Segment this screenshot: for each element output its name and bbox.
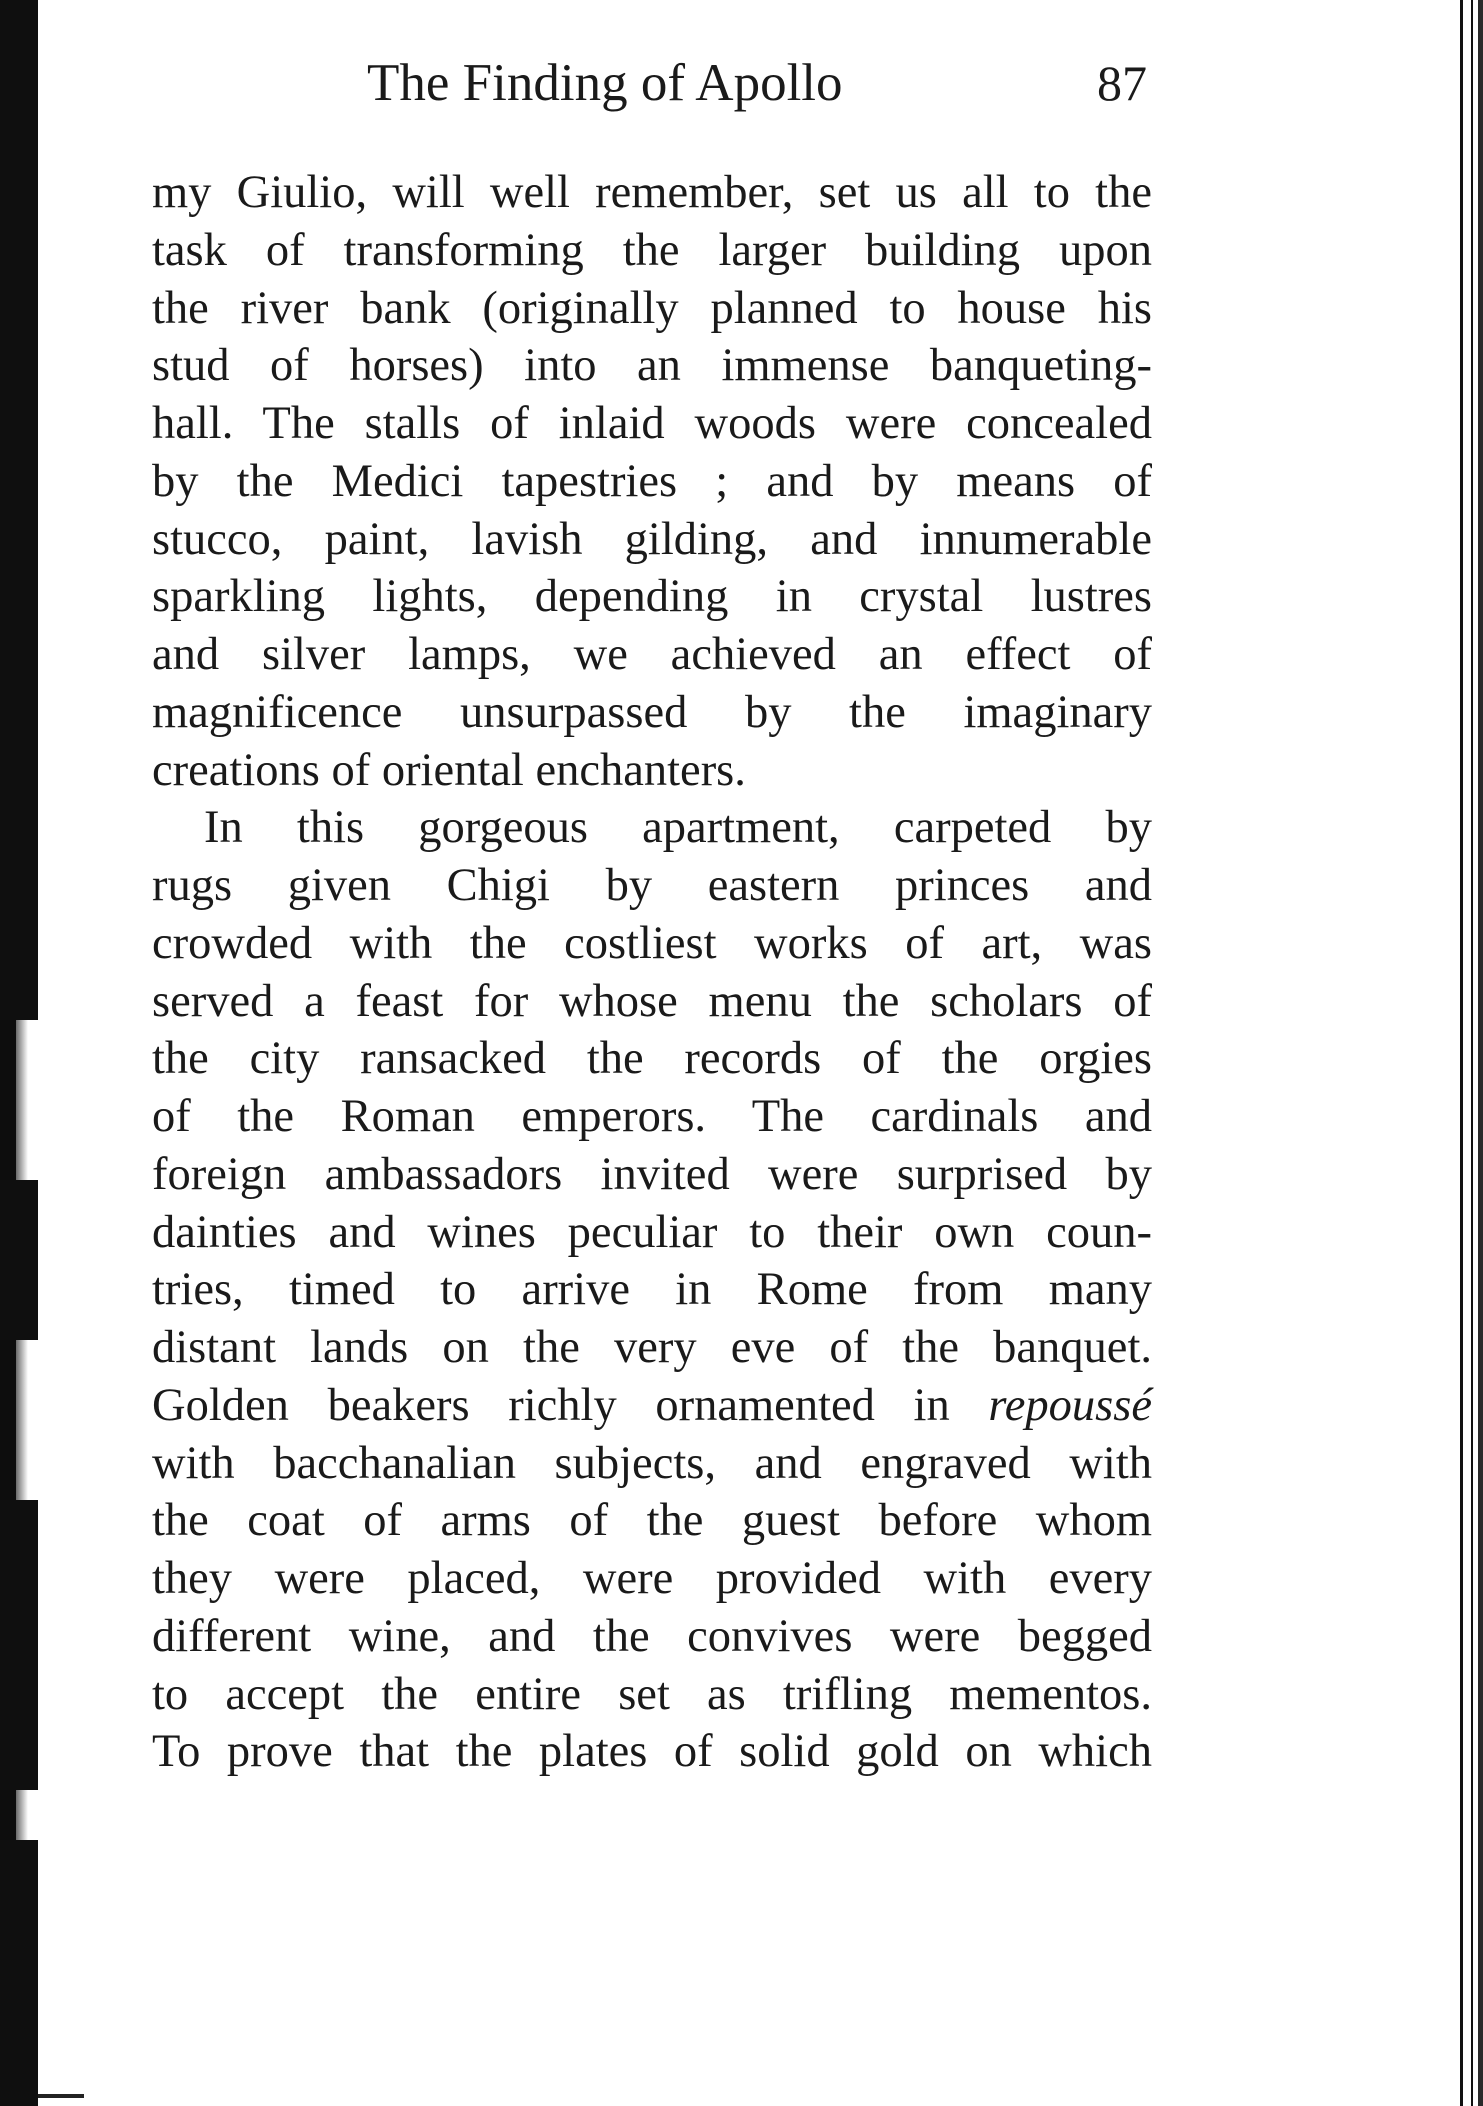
text-line: crowded with the costliest works of art, was	[152, 917, 1152, 969]
text-line: stucco, paint, lavish gilding, and innumerable	[152, 513, 1152, 565]
text-line: rugs given Chigi by eastern princes and	[152, 860, 1152, 911]
text-line: the coat of arms of the guest before whom	[152, 1495, 1152, 1547]
text-segment: Golden beakers richly ornamented in	[152, 1379, 989, 1431]
page-edge-line	[1471, 0, 1473, 2106]
binding-shadow-band	[0, 1180, 38, 1340]
text-line: distant lands on the very eve of the banquet.	[152, 1322, 1152, 1373]
text-line: hall. The stalls of inlaid woods were concealed	[152, 398, 1152, 449]
page-header	[155, 48, 1155, 118]
text-line: and silver lamps, we achieved an effect of	[152, 629, 1152, 680]
text-line: In this gorgeous apartment, carpeted by	[204, 802, 1152, 854]
page-edge-line	[1478, 0, 1483, 2106]
page-number: 87	[1097, 55, 1147, 111]
text-line: different wine, and the convives were begged	[152, 1610, 1152, 1662]
binding-shadow-band	[0, 0, 38, 1020]
text-line: stud of horses) into an immense banqueting-	[152, 340, 1152, 392]
text-line: with bacchanalian subjects, and engraved with	[152, 1437, 1152, 1489]
text-line: magnificence unsurpassed by the imaginary	[152, 686, 1152, 738]
text-line: creations of oriental enchanters.	[152, 744, 746, 796]
text-line	[152, 1377, 1152, 1435]
text-line: the city ransacked the records of the orgies	[152, 1033, 1152, 1085]
text-line: To prove that the plates of solid gold on which	[152, 1726, 1152, 1778]
text-line: tries, timed to arrive in Rome from many	[152, 1264, 1152, 1316]
italic-word: repoussé	[988, 1379, 1152, 1431]
text-line: the river bank (originally planned to house his	[152, 282, 1152, 334]
page-corner-mark	[38, 2094, 84, 2098]
text-line: dainties and wines peculiar to their own coun-	[152, 1206, 1152, 1258]
text-line: by the Medici tapestries ; and by means of	[152, 455, 1152, 507]
running-title: The Finding of Apollo	[367, 54, 843, 112]
text-line: sparkling lights, depending in crystal lustres	[152, 571, 1152, 623]
text-line: served a feast for whose menu the scholars of	[152, 975, 1152, 1027]
binding-shadow-band	[0, 1840, 38, 2106]
text-line: to accept the entire set as trifling mementos.	[152, 1668, 1152, 1720]
binding-shadow-band	[0, 1500, 38, 1790]
page-body	[152, 164, 1152, 1781]
text-line: of the Roman emperors. The cardinals and	[152, 1091, 1152, 1142]
page-edge-line	[1460, 0, 1463, 2106]
text-line: my Giulio, will well remember, set us all to the	[152, 167, 1152, 218]
text-line: foreign ambassadors invited were surprised by	[152, 1148, 1152, 1200]
text-line: they were placed, were provided with every	[152, 1553, 1152, 1604]
text-line: task of transforming the larger building upon	[152, 224, 1152, 276]
